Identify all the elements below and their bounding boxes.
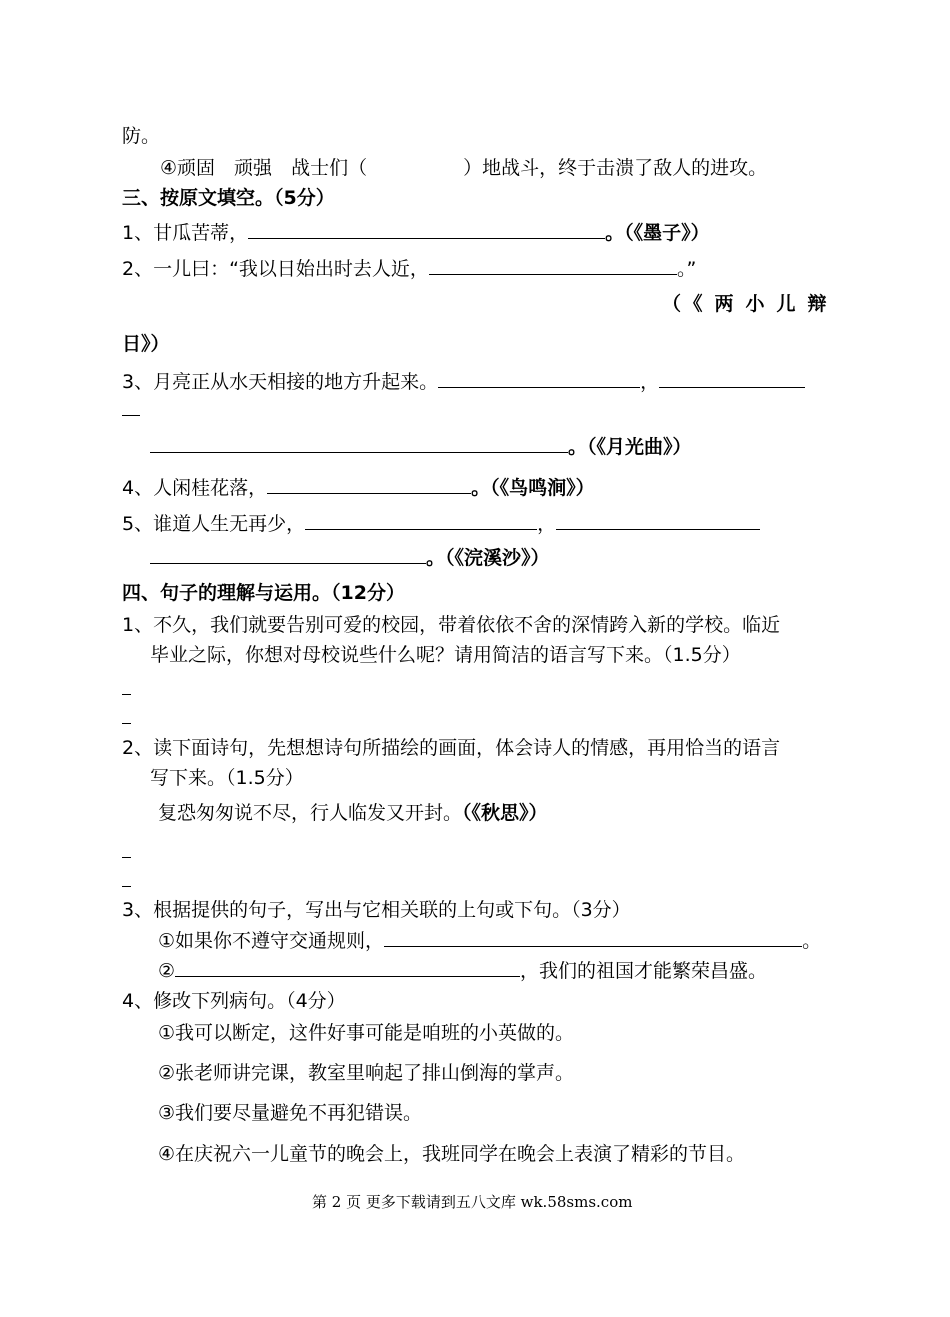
question-text: 3、月亮正从水天相接的地方升起来。: [122, 371, 439, 393]
question-text: 。”: [676, 258, 697, 280]
poem-line: [158, 801, 548, 825]
section-heading: 四、句子的理解与运用。（12分）: [122, 582, 405, 604]
question-text: 写下来。（1.5分）: [150, 767, 304, 789]
word-options: 顽固 顽强: [177, 157, 292, 179]
source-citation: 。（《鸟鸣涧》）: [471, 477, 595, 499]
answer-blank[interactable]: [438, 370, 640, 388]
fill-blank-question: [122, 476, 595, 500]
question-text: 如果你不遵守交通规则，: [175, 930, 385, 952]
answer-blank[interactable]: [659, 370, 805, 388]
question-text: 1、不久，我们就要告别可爱的校园，带着依依不舍的深情跨入新的学校。临近: [122, 614, 781, 636]
circled-number: ④: [160, 157, 178, 179]
fill-blank-question: [158, 929, 821, 953]
question-text: 5、谁道人生无再少，: [122, 513, 306, 535]
fill-blank-question: [122, 221, 710, 245]
answer-blank[interactable]: [556, 512, 760, 530]
source-citation: 。（《月光曲》）: [568, 436, 692, 458]
source-citation: （《两小儿辩: [662, 293, 839, 315]
answer-blank[interactable]: [150, 435, 568, 453]
question-text: 4、修改下列病句。（4分）: [122, 990, 346, 1012]
sentence-text: 我们要尽量避免不再犯错误。: [175, 1102, 423, 1124]
question-text: 4、人闲桂花落，: [122, 477, 268, 499]
answer-blank[interactable]: [122, 857, 131, 858]
sentence-item: [158, 1142, 745, 1166]
question-text: 2、一儿曰：“我以日始出时去人近，: [122, 258, 429, 280]
circled-number: ②: [158, 1062, 176, 1084]
fill-blank-question: [122, 257, 696, 281]
punctuation: ，: [640, 371, 660, 393]
answer-blank[interactable]: [175, 959, 520, 977]
circled-number: ③: [158, 1102, 176, 1124]
page-footer: 第 2 页 更多下载请到五八文库 wk.58sms.com: [312, 1193, 633, 1211]
answer-blank[interactable]: [384, 929, 802, 947]
punctuation: ，: [537, 513, 557, 535]
answer-blank[interactable]: [305, 512, 537, 530]
question-text: ，我们的祖国才能繁荣昌盛。: [520, 960, 768, 982]
circled-number: ④: [158, 1143, 176, 1165]
question-text: ）地战斗，终于击溃了敌人的进攻。: [463, 157, 768, 179]
source-citation: 。（《浣溪沙》）: [426, 547, 550, 569]
circled-number: ②: [158, 960, 176, 982]
circled-number: ①: [158, 930, 176, 952]
text-line: 防。: [122, 125, 161, 147]
poem-text: 复恐匆匆说不尽，行人临发又开封。: [158, 802, 463, 824]
question-text: 毕业之际，你想对母校说些什么呢？请用简洁的语言写下来。（1.5分）: [150, 644, 741, 666]
answer-blank[interactable]: [248, 221, 605, 239]
source-citation: （《秋思》）: [462, 802, 548, 824]
section-heading: 三、按原文填空。（5分）: [122, 187, 335, 209]
fill-blank-line: [150, 435, 692, 459]
source-citation: 日》）: [122, 333, 170, 355]
answer-blank[interactable]: [429, 257, 677, 275]
sentence-item: [158, 1021, 574, 1045]
answer-blank[interactable]: [122, 694, 131, 695]
answer-blank[interactable]: [267, 476, 471, 494]
answer-blank[interactable]: [150, 546, 426, 564]
question-line: [160, 156, 767, 180]
question-text: 战士们（: [291, 157, 368, 179]
sentence-text: 张老师讲完课，教室里响起了排山倒海的掌声。: [175, 1062, 575, 1084]
answer-blank[interactable]: [122, 723, 131, 724]
punctuation: 。: [802, 930, 822, 952]
fill-blank-question: [158, 959, 767, 983]
source-citation: 。（《墨子》）: [605, 222, 710, 244]
fill-blank-line: [150, 546, 550, 570]
fill-blank-question: [122, 512, 760, 536]
answer-blank[interactable]: [122, 415, 140, 416]
question-text: 1、甘瓜苦蒂，: [122, 222, 249, 244]
fill-blank-question: [122, 370, 805, 394]
question-text: 3、根据提供的句子，写出与它相关联的上句或下句。（3分）: [122, 899, 631, 921]
circled-number: ①: [158, 1022, 176, 1044]
sentence-text: 在庆祝六一儿童节的晚会上，我班同学在晚会上表演了精彩的节目。: [175, 1143, 746, 1165]
sentence-item: [158, 1061, 574, 1085]
question-text: 2、读下面诗句，先想想诗句所描绘的画面，体会诗人的情感，再用恰当的语言: [122, 737, 781, 759]
sentence-text: 我可以断定，这件好事可能是咱班的小英做的。: [175, 1022, 575, 1044]
sentence-item: [158, 1101, 422, 1125]
answer-blank[interactable]: [122, 886, 131, 887]
